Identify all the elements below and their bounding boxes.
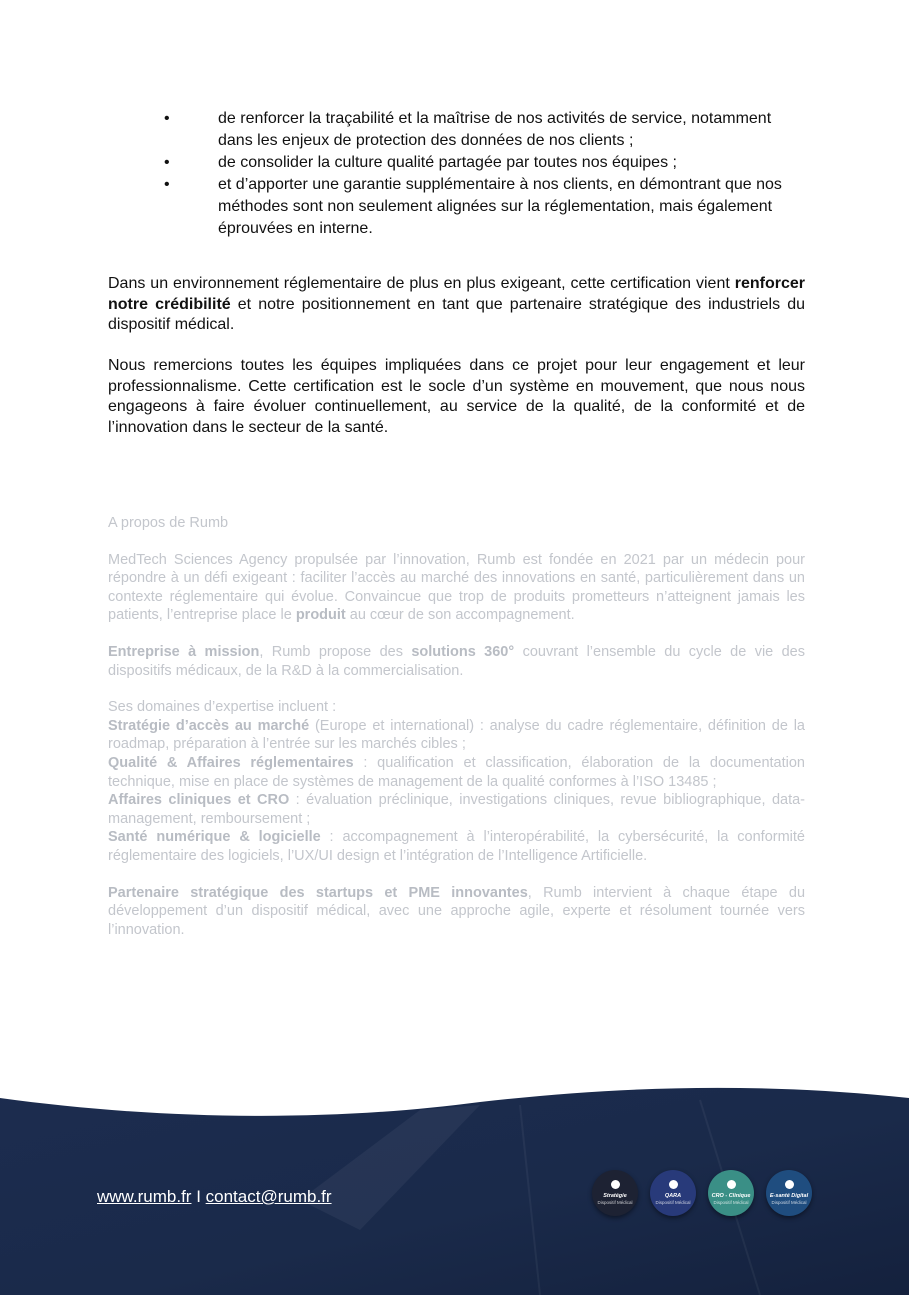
email-link[interactable]: contact@rumb.fr (205, 1187, 332, 1206)
about-mission: Entreprise à mission, Rumb propose des solutions 360° couvrant l’ensemble du cycle de vie des dispositifs médicaux, de la R&D à la commercialisation. (108, 643, 805, 679)
logo-icon (727, 1180, 736, 1189)
expertise-market-access: Stratégie d’accès au marché (Europe et international) : analyse du cadre réglementaire, définition de la roadmap, préparation à l’entrée sur les marchés cibles ; (108, 717, 805, 753)
bullet-dot: • (164, 176, 170, 193)
bullet-list (108, 108, 808, 240)
list-item: • et d’apporter une garantie supplémentaire à nos clients, en démontrant que nos méthodes sont non seulement alignées sur la réglementation, mais également éprouvées en interne. (164, 176, 782, 237)
footer-contact (97, 1187, 332, 1207)
expertise-title: Ses domaines d’expertise incluent : (108, 699, 337, 716)
about-intro: MedTech Sciences Agency propulsée par l’innovation, Rumb est fondée en 2021 par un médecin pour répondre à un défi exigeant : faciliter l’accès au marché des innovations en santé, particulièrement dans un contexte réglementaire qui évolue. Convaincue que trop de produits prometteurs n’atteignent jamais les patients, l’entreprise place le produit au cœur de son accompagnement. (108, 551, 805, 624)
logo-icon (785, 1180, 794, 1189)
paragraph-thanks: Nous remercions toutes les équipes impliquées dans ce projet pour leur engagement et leur professionnalisme. Cette certification est le socle d’un système en mouvement, que nous nous engageons à faire évoluer continuellement, au service de la qualité, de la conformité et de l’innovation dans le secteur de la santé. (108, 357, 805, 436)
expertise-clinical-cro: Affaires cliniques et CRO : évaluation préclinique, investigations cliniques, revue bibliographique, data-management, remboursement ; (108, 792, 805, 827)
badge-cro-clinique: CRO - Clinique Dispositif Médical (708, 1170, 754, 1216)
service-badges (592, 1170, 812, 1216)
separator: I (191, 1187, 206, 1206)
bullet-dot: • (164, 110, 170, 127)
bullet-dot: • (164, 154, 170, 171)
logo-icon (669, 1180, 678, 1189)
badge-esante-digital: E-santé Digital Dispositif Médical (766, 1170, 812, 1216)
list-item: • de consolider la culture qualité partagée par toutes nos équipes ; (108, 152, 808, 174)
list-item: • de renforcer la traçabilité et la maîtrise de nos activités de service, notamment dans les enjeux de protection des données de nos clients ; (164, 110, 772, 149)
about-partner: Partenaire stratégique des startups et PME innovantes, Rumb intervient à chaque étape du développement d’un dispositif médical, avec une approche agile, experte et résolument tournée vers l’innovation. (108, 884, 806, 938)
website-link[interactable]: www.rumb.fr (97, 1187, 192, 1206)
expertise-digital-health: Santé numérique & logicielle : accompagnement à l’interopérabilité, la cybersécurité, la conformité réglementaire des logiciels, l’UX/UI design et l’intégration de l’Intelligence Artificielle. (108, 829, 805, 864)
badge-strategie: Stratégie Dispositif Médical (592, 1170, 638, 1216)
about-section (108, 514, 805, 939)
paragraph-credibility: Dans un environnement réglementaire de plus en plus exigeant, cette certification vient renforcer notre crédibilité et notre positionnement en tant que partenaire stratégique des industriels du dispositif médical. (108, 275, 805, 333)
logo-icon (611, 1180, 620, 1189)
expertise-quality-regulatory: Qualité & Affaires réglementaires : qualification et classification, élaboration de la documentation technique, mise en place de systèmes de management de la qualité conformes à l’ISO 13485 ; (108, 754, 805, 790)
badge-qara: QARA Dispositif Médical (650, 1170, 696, 1216)
about-title: A propos de Rumb (108, 515, 229, 531)
